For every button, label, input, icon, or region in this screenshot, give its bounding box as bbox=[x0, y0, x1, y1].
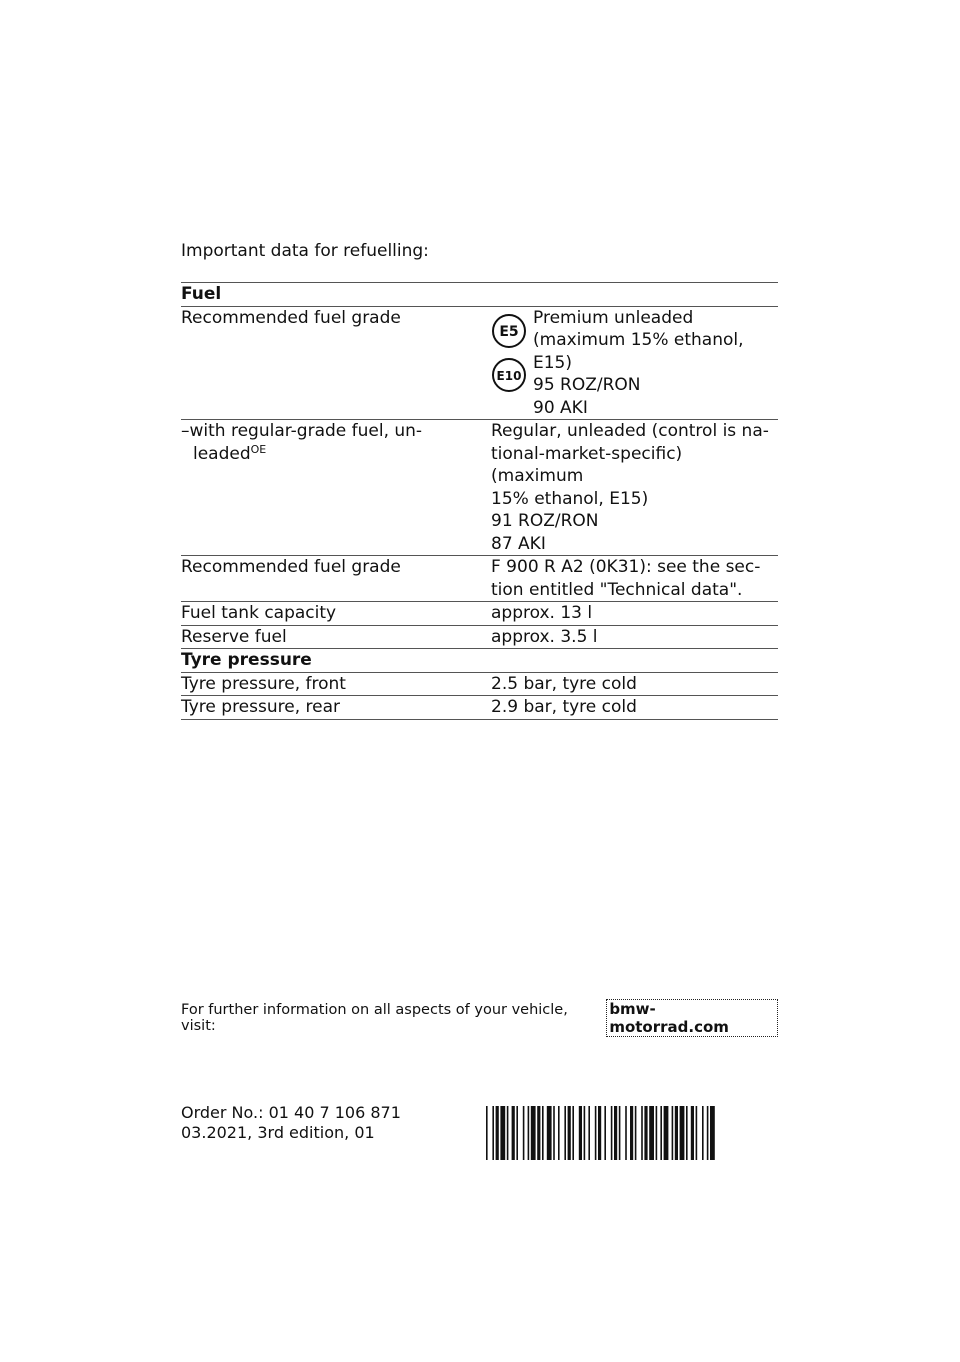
table-row bbox=[181, 696, 778, 720]
table-row bbox=[181, 420, 778, 556]
row-value bbox=[491, 696, 778, 720]
row-label: Tyre pressure, rear bbox=[181, 696, 491, 720]
svg-text:E10: E10 bbox=[496, 368, 522, 383]
order-number: Order No.: 01 40 7 106 871 bbox=[181, 1103, 401, 1122]
value-line: approx. 13 l bbox=[491, 603, 593, 623]
value-line: tion entitled "Technical data". bbox=[491, 579, 743, 600]
footer-info bbox=[181, 1000, 778, 1036]
row-value bbox=[491, 602, 778, 626]
footer-info-text: For further information on all aspects of your vehicle, visit: bbox=[181, 1002, 568, 1034]
value-line: 95 ROZ/RON bbox=[533, 375, 641, 395]
value-line: 90 AKI bbox=[533, 397, 588, 418]
table-row bbox=[181, 556, 778, 602]
table-row bbox=[181, 602, 778, 626]
row-label: Recommended fuel grade bbox=[181, 306, 491, 420]
value-line: approx. 3.5 l bbox=[491, 626, 598, 647]
value-line: Premium unleaded bbox=[533, 307, 694, 328]
section-header-row bbox=[181, 283, 778, 307]
value-line: F 900 R A2 (0K31): see the sec- bbox=[491, 557, 761, 577]
section-title: Fuel bbox=[181, 283, 778, 307]
refuel-data-section bbox=[181, 238, 778, 720]
svg-text:E5: E5 bbox=[499, 323, 519, 340]
fuel-icons bbox=[491, 307, 533, 393]
table-row bbox=[181, 625, 778, 649]
section-header-row bbox=[181, 649, 778, 673]
value-line: 2.5 bar, tyre cold bbox=[491, 673, 637, 694]
row-label: –with regular-grade fuel, un-leaded$^{OE}$ bbox=[181, 420, 491, 556]
row-value bbox=[491, 420, 778, 556]
website-link[interactable]: bmw-motorrad.com bbox=[606, 999, 778, 1037]
value-line: tional-market-specific) (maximum bbox=[491, 443, 683, 486]
intro-text: Important data for refuelling: bbox=[181, 241, 429, 261]
row-label: Fuel tank capacity bbox=[181, 602, 491, 626]
value-line: 2.9 bar, tyre cold bbox=[491, 697, 637, 717]
edition-info: 03.2021, 3rd edition, 01 bbox=[181, 1123, 375, 1142]
e5-fuel-icon bbox=[491, 313, 527, 349]
row-value bbox=[491, 625, 778, 649]
value-line: (maximum 15% ethanol, bbox=[533, 330, 744, 350]
row-value bbox=[491, 306, 778, 420]
refuel-data-table bbox=[181, 282, 778, 720]
e10-fuel-icon bbox=[491, 357, 527, 393]
value-line: 87 AKI bbox=[491, 533, 546, 554]
row-label: Reserve fuel bbox=[181, 625, 491, 649]
order-info bbox=[181, 1103, 401, 1143]
value-line: Regular, unleaded (control is na- bbox=[491, 421, 769, 441]
row-value bbox=[491, 672, 778, 696]
barcode bbox=[486, 1106, 778, 1160]
row-label: Tyre pressure, front bbox=[181, 672, 491, 696]
value-line: 91 ROZ/RON bbox=[491, 511, 599, 531]
row-value bbox=[491, 556, 778, 602]
table-row bbox=[181, 672, 778, 696]
value-line: 15% ethanol, E15) bbox=[491, 488, 649, 509]
value-line: E15) bbox=[533, 352, 573, 373]
option-superscript: OE bbox=[250, 442, 267, 456]
row-label: Recommended fuel grade bbox=[181, 556, 491, 602]
table-row bbox=[181, 306, 778, 420]
section-title: Tyre pressure bbox=[181, 649, 778, 673]
